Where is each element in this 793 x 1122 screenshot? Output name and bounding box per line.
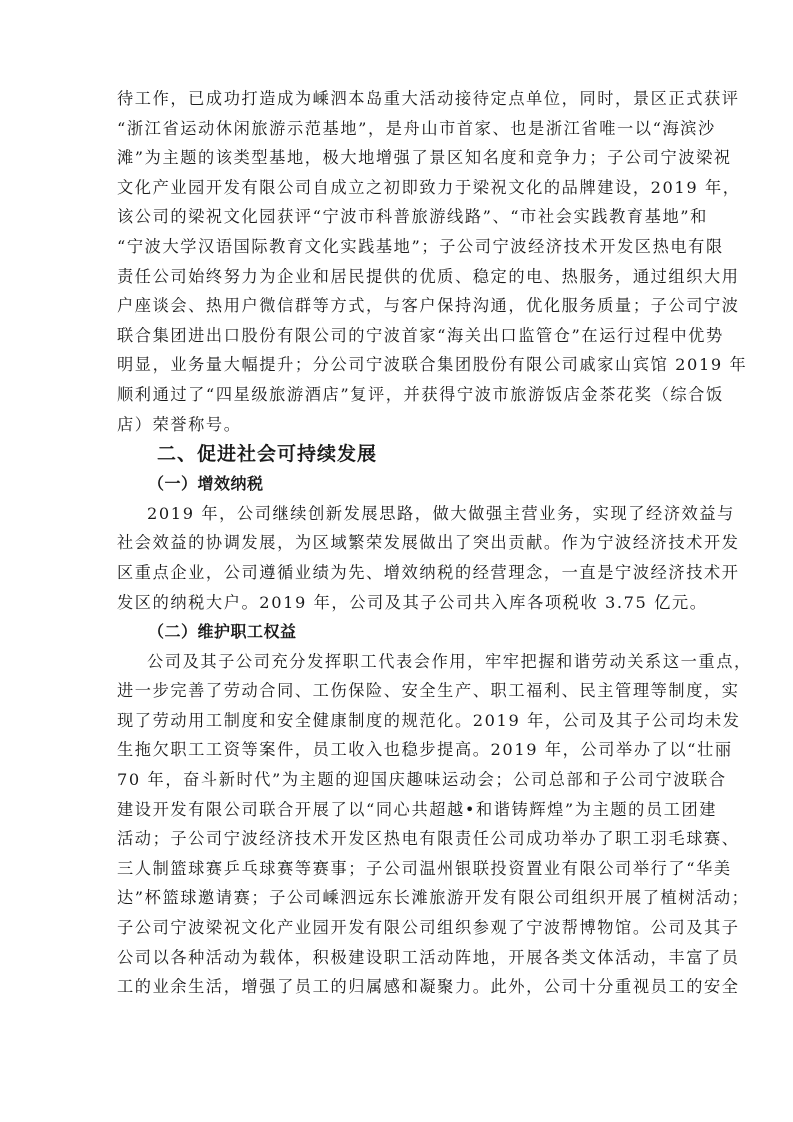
subsection-heading-employee-rights: （二）维护职工权益 [148,622,297,642]
employee-rights-paragraph [117,647,752,1002]
document-page [117,84,752,1002]
paragraph-line: 公司以各种活动为载体，积极建设职工活动阵地，开展各类文体活动，丰富了员 [117,947,740,967]
paragraph-line: 社会效益的协调发展，为区域繁荣发展做出了突出贡献。作为宁波经济技术开发 [117,533,740,553]
paragraph-line: 发区的纳税大户。2019 年，公司及其子公司共入库各项税收 3.75 亿元。 [117,592,708,612]
paragraph-line: “浙江省运动休闲旅游示范基地”，是舟山市首家、也是浙江省唯一以“海滨沙 [117,118,716,138]
tax-paragraph [117,499,740,617]
paragraph-line: 明显，业务量大幅提升；分公司宁波联合集团股份有限公司戚家山宾馆 2019 年 [117,355,748,375]
section-heading: 二、促进社会可持续发展 [157,443,378,466]
paragraph-line: 70 年，奋斗新时代”为主题的迎国庆趣味运动会；公司总部和子公司宁波联合 [117,770,727,790]
paragraph-line: 店）荣誉称号。 [117,414,242,434]
paragraph-line: 2019 年，公司继续创新发展思路，做大做强主营业务，实现了经济效益与 [147,503,735,523]
paragraph-line: 待工作，已成功打造成为嵊泗本岛重大活动接待定点单位，同时，景区正式获评 [117,89,740,108]
paragraph-line: 生拖欠职工工资等案件，员工收入也稳步提高。2019 年，公司举办了以“壮丽 [117,740,733,760]
paragraph-line: 活动；子公司宁波经济技术开发区热电有限责任公司成功举办了职工羽毛球赛、 [117,829,740,849]
paragraph-line: 建设开发有限公司联合开展了以“同心共超越•和谐铸辉煌”为主题的员工团建 [117,799,718,819]
paragraph-line: 滩”为主题的该类型基地，极大地增强了景区知名度和竞争力；子公司宁波梁祝 [117,148,732,168]
paragraph-line: “宁波大学汉语国际教育文化实践基地”；子公司宁波经济技术开发区热电有限 [117,236,724,256]
paragraph-line: 文化产业园开发有限公司自成立之初即致力于梁祝文化的品牌建设，2019 年， [117,177,741,197]
paragraph-line: 区重点企业，公司遵循业绩为先、增效纳税的经营理念，一直是宁波经济技术开 [117,562,740,582]
paragraph-line: 顺利通过了“四星级旅游酒店”复评，并获得宁波市旅游饭店金茶花奖（综合饭 [117,384,724,404]
continuation-paragraph [117,84,748,439]
paragraph-line: 公司及其子公司充分发挥职工代表会作用，牢牢把握和谐劳动关系这一重点， [147,651,752,671]
paragraph-line: 联合集团进出口股份有限公司的宁波首家“海关出口监管仓”在运行过程中优势 [117,325,724,345]
paragraph-line: 三人制篮球赛乒乓球赛等赛事；子公司温州银联投资置业有限公司举行了“华美 [117,858,732,878]
paragraph-line: 进一步完善了劳动合同、工伤保险、安全生产、职工福利、民主管理等制度，实 [117,681,740,701]
paragraph-line: 子公司宁波梁祝文化产业园开发有限公司组织参观了宁波帮博物馆。公司及其子 [117,918,740,938]
paragraph-line: 该公司的梁祝文化园获评“宁波市科普旅游线路”、“市社会实践教育基地”和 [117,207,708,227]
paragraph-line: 达”杯篮球邀请赛；子公司嵊泗远东长滩旅游开发有限公司组织开展了植树活动； [117,888,750,908]
paragraph-line: 现了劳动用工制度和安全健康制度的规范化。2019 年，公司及其子公司均未发 [117,710,741,730]
subsection-heading-tax: （一）增效纳税 [148,474,264,494]
paragraph-line: 工的业余生活，增强了员工的归属感和凝聚力。此外，公司十分重视员工的安全 [117,977,740,997]
paragraph-line: 责任公司始终努力为企业和居民提供的优质、稳定的电、热服务，通过组织大用 [117,266,740,286]
paragraph-line: 户座谈会、热用户微信群等方式，与客户保持沟通，优化服务质量；子公司宁波 [117,296,740,316]
